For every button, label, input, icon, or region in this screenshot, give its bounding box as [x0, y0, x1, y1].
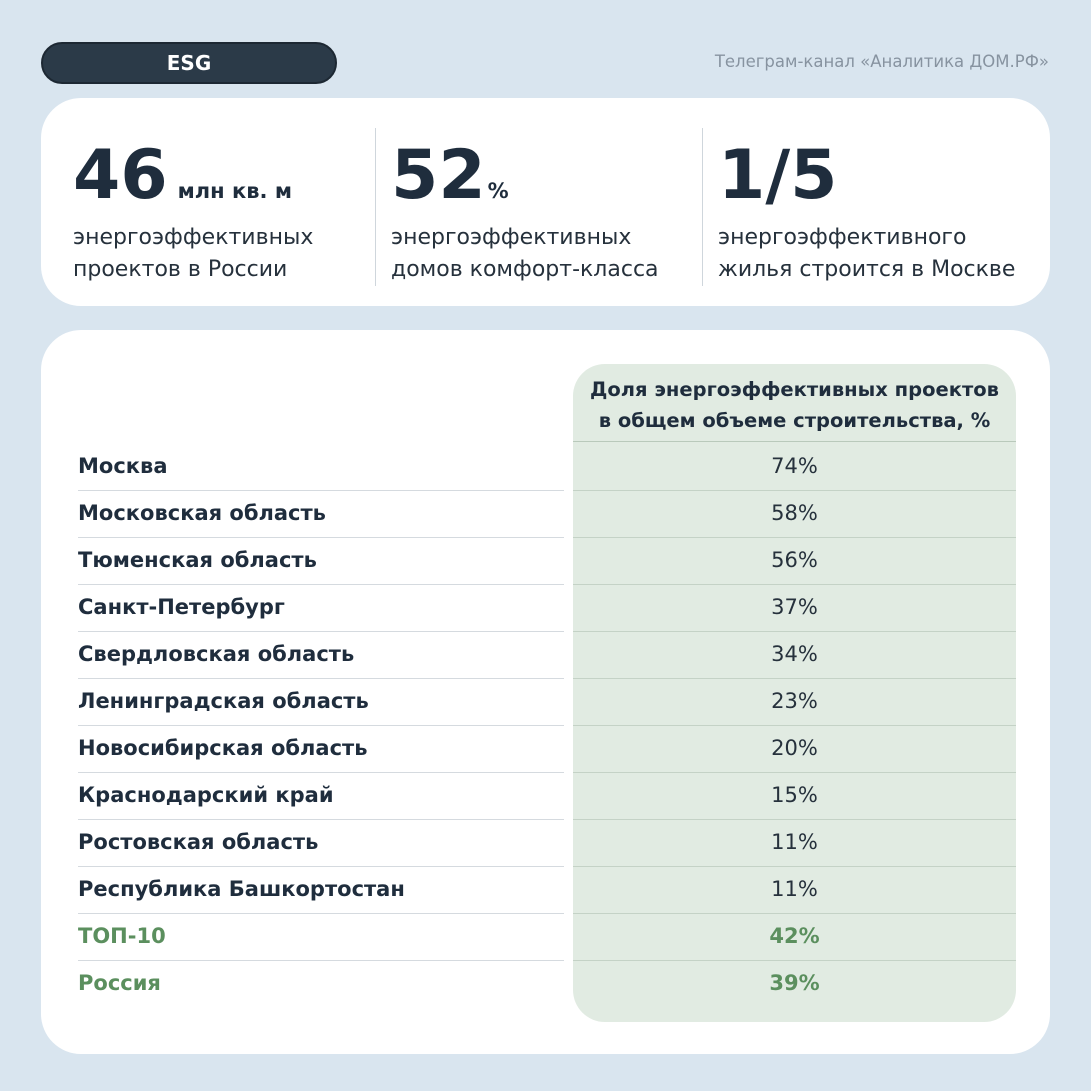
share-value: 74% [771, 454, 818, 478]
esg-tag-label: ESG [166, 51, 212, 75]
share-value: 37% [771, 595, 818, 619]
region-name: Свердловская область [78, 642, 355, 666]
summary-row [78, 960, 1016, 1007]
region-name: Краснодарский край [78, 783, 334, 807]
share-value: 42% [769, 924, 820, 948]
share-value: 20% [771, 736, 818, 760]
stat-moscow [686, 98, 1046, 306]
table-row [78, 678, 1016, 725]
table-rows [78, 443, 1016, 1007]
table-row [78, 725, 1016, 772]
table-row [78, 631, 1016, 678]
stat-unit: % [487, 179, 509, 203]
column-header [573, 374, 1016, 436]
region-name: Москва [78, 454, 168, 478]
share-value: 11% [771, 877, 818, 901]
share-value: 15% [771, 783, 818, 807]
region-name: Московская область [78, 501, 326, 525]
region-name: Тюменская область [78, 548, 317, 572]
table-row [78, 866, 1016, 913]
region-name: Россия [78, 971, 161, 995]
stat-desc-line2: жилья строится в Москве [718, 257, 1016, 282]
stat-unit: млн кв. м [177, 179, 293, 203]
column-header-line2: в общем объеме строительства, % [598, 409, 991, 432]
stat-description [718, 222, 1015, 286]
table-card [41, 330, 1050, 1054]
table-row [78, 819, 1016, 866]
table-row [78, 443, 1016, 490]
table-row [78, 537, 1016, 584]
table-row [78, 584, 1016, 631]
stat-desc-line2: домов комфорт-класса [391, 257, 659, 282]
summary-row [78, 913, 1016, 960]
stat-description [391, 222, 659, 286]
stat-value [73, 136, 293, 215]
stat-desc-line2: проектов в России [73, 257, 288, 282]
share-value: 39% [769, 971, 820, 995]
source-label: Телеграм-канал «Аналитика ДОМ.РФ» [714, 52, 1049, 71]
region-name: Ленинградская область [78, 689, 369, 713]
share-value: 34% [771, 642, 818, 666]
stat-value [718, 136, 847, 215]
stat-value [391, 136, 509, 215]
stat-desc-line1: энергоэффективного [718, 225, 967, 250]
stat-description [73, 222, 313, 286]
share-value: 23% [771, 689, 818, 713]
esg-tag [41, 42, 337, 84]
stat-area [41, 98, 376, 306]
share-value: 56% [771, 548, 818, 572]
table-row [78, 490, 1016, 537]
table-row [78, 772, 1016, 819]
region-name: Санкт-Петербург [78, 595, 285, 619]
stat-number: 46 [73, 136, 168, 215]
share-value: 11% [771, 830, 818, 854]
region-name: Республика Башкортостан [78, 877, 405, 901]
region-name: ТОП-10 [78, 924, 166, 948]
stat-desc-line1: энергоэффективных [73, 225, 314, 250]
stat-desc-line1: энергоэффективных [391, 225, 632, 250]
region-name: Новосибирская область [78, 736, 368, 760]
share-value: 58% [771, 501, 818, 525]
stats-card [41, 98, 1050, 306]
column-header-line1: Доля энергоэффективных проектов [590, 378, 999, 401]
stat-number: 1/5 [718, 136, 838, 215]
header-divider [573, 441, 1016, 442]
stat-share [359, 98, 704, 306]
stat-number: 52 [391, 136, 486, 215]
region-name: Ростовская область [78, 830, 319, 854]
